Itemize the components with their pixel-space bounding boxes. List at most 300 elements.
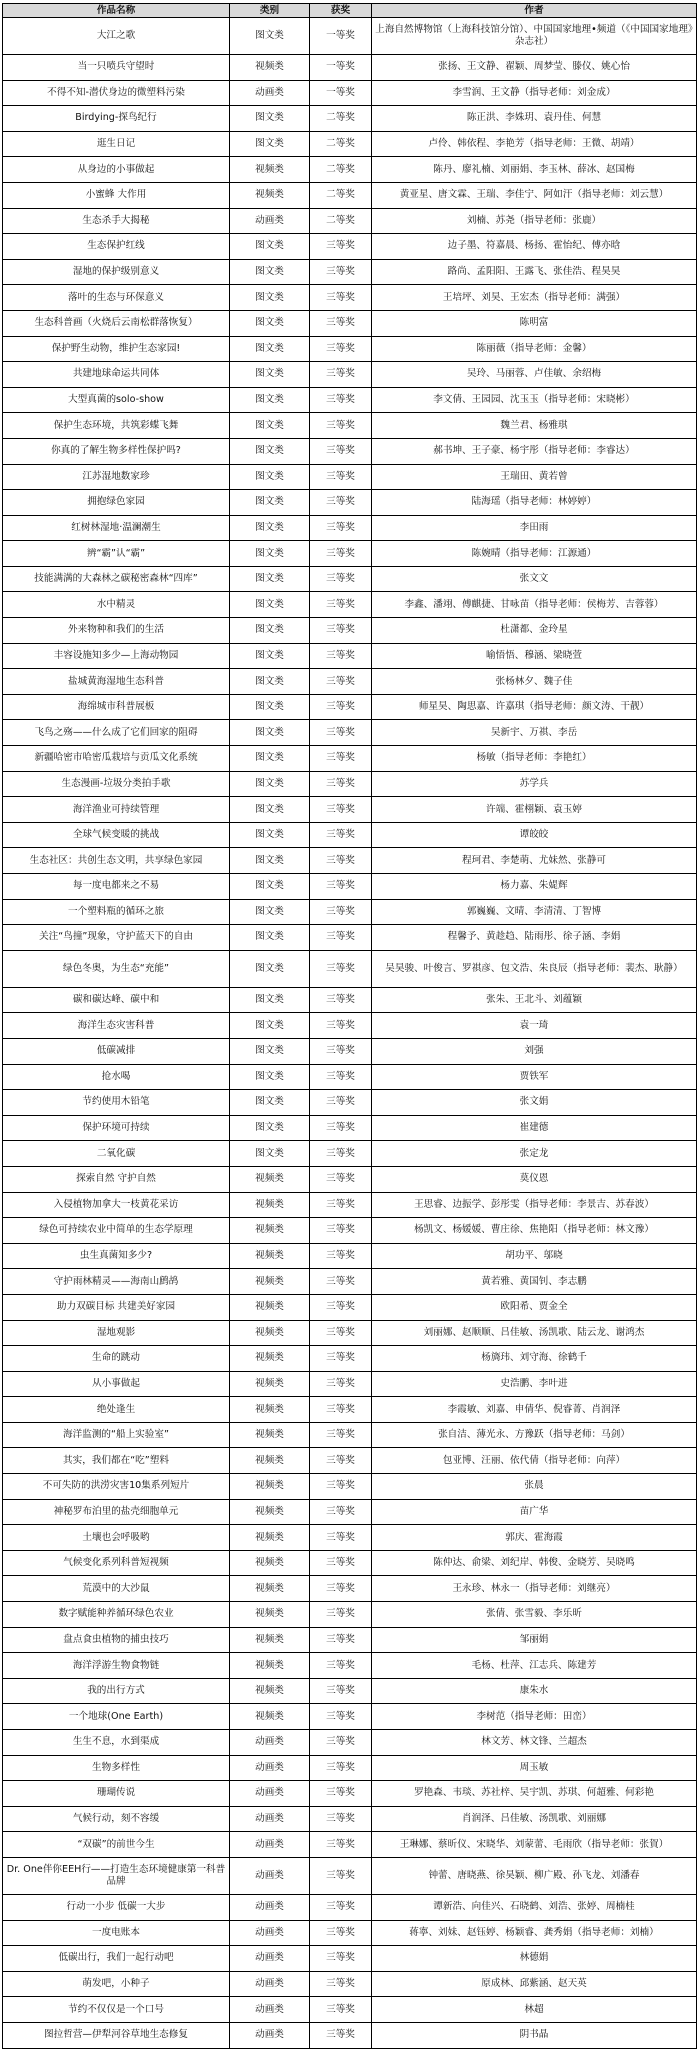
cell-category: 图文类 xyxy=(230,106,310,132)
cell-author: 程珂君、李楚萌、尤妹然、张静可 xyxy=(372,848,697,874)
cell-title: 大型真菌的solo-show xyxy=(3,387,230,413)
cell-category: 图文类 xyxy=(230,131,310,157)
cell-award: 三等奖 xyxy=(310,874,372,900)
table-row xyxy=(3,1602,697,1628)
cell-award: 二等奖 xyxy=(310,157,372,183)
cell-category: 视频类 xyxy=(230,1422,310,1448)
table-row xyxy=(3,362,697,388)
cell-category: 视频类 xyxy=(230,55,310,81)
cell-category: 视频类 xyxy=(230,1678,310,1704)
cell-category: 图文类 xyxy=(230,362,310,388)
cell-award: 三等奖 xyxy=(310,1243,372,1269)
cell-category: 动画类 xyxy=(230,2022,310,2048)
cell-title: 荒漠中的大沙鼠 xyxy=(3,1576,230,1602)
cell-title: 海洋生态灾害科普 xyxy=(3,1013,230,1039)
cell-award: 三等奖 xyxy=(310,746,372,772)
cell-title: 数字赋能种养循环绿色农业 xyxy=(3,1602,230,1628)
cell-title: 绿色可持续农业中简单的生态学原理 xyxy=(3,1218,230,1244)
table-row xyxy=(3,1920,697,1946)
table-row xyxy=(3,746,697,772)
cell-author: 郭巍巍、文晴、李清清、丁智博 xyxy=(372,899,697,925)
cell-award: 三等奖 xyxy=(310,925,372,951)
cell-author: 郝书坤、王子豪、杨宇彤（指导老师：李睿达） xyxy=(372,438,697,464)
cell-category: 图文类 xyxy=(230,234,310,260)
cell-category: 视频类 xyxy=(230,1627,310,1653)
cell-award: 三等奖 xyxy=(310,1346,372,1372)
cell-award: 三等奖 xyxy=(310,1422,372,1448)
table-row xyxy=(3,1064,697,1090)
cell-award: 三等奖 xyxy=(310,1832,372,1858)
cell-author: 张朱、王北斗、刘蕴颖 xyxy=(372,987,697,1013)
cell-author: 黄若雅、黄国钊、李志鹏 xyxy=(372,1269,697,1295)
cell-award: 三等奖 xyxy=(310,1971,372,1997)
cell-award: 三等奖 xyxy=(310,464,372,490)
cell-award: 三等奖 xyxy=(310,987,372,1013)
cell-title: 气候行动，刻不容缓 xyxy=(3,1806,230,1832)
table-row xyxy=(3,182,697,208)
table-row xyxy=(3,1038,697,1064)
cell-category: 图文类 xyxy=(230,669,310,695)
cell-award: 三等奖 xyxy=(310,1448,372,1474)
cell-category: 视频类 xyxy=(230,1550,310,1576)
cell-author: 毛杨、杜萍、江志兵、陈建芳 xyxy=(372,1653,697,1679)
cell-author: 李文倩、王园园、沈玉玉（指导老师：宋晓彬） xyxy=(372,387,697,413)
cell-category: 视频类 xyxy=(230,1192,310,1218)
cell-award: 三等奖 xyxy=(310,1269,372,1295)
cell-award: 三等奖 xyxy=(310,771,372,797)
cell-author: 蒋寧、刘妹、赵钰婷、杨颖睿、龚秀娟（指导老师：刘楠） xyxy=(372,1920,697,1946)
cell-category: 视频类 xyxy=(230,1243,310,1269)
table-row xyxy=(3,18,697,55)
cell-title: 丰容设施知多少—上海动物园 xyxy=(3,643,230,669)
cell-author: 陈正洪、李姝玥、袁丹佳、何慧 xyxy=(372,106,697,132)
awards-table xyxy=(2,3,697,2049)
cell-title: “双碳”的前世今生 xyxy=(3,1832,230,1858)
cell-category: 图文类 xyxy=(230,592,310,618)
cell-author: 陆海瑶（指导老师：林婷婷） xyxy=(372,490,697,516)
table-row xyxy=(3,1806,697,1832)
cell-author: 路尚、孟阳阳、王露飞、张佳浩、程昊昊 xyxy=(372,259,697,285)
cell-title: 保护野生动物，维护生态家园! xyxy=(3,336,230,362)
cell-award: 三等奖 xyxy=(310,1397,372,1423)
table-row xyxy=(3,1971,697,1997)
table-row xyxy=(3,822,697,848)
cell-award: 三等奖 xyxy=(310,1320,372,1346)
cell-title: 水中精灵 xyxy=(3,592,230,618)
cell-category: 视频类 xyxy=(230,1346,310,1372)
cell-category: 图文类 xyxy=(230,1115,310,1141)
cell-author: 袁一琦 xyxy=(372,1013,697,1039)
cell-category: 图文类 xyxy=(230,515,310,541)
cell-category: 视频类 xyxy=(230,1371,310,1397)
cell-category: 图文类 xyxy=(230,1013,310,1039)
table-row xyxy=(3,874,697,900)
table-header-row xyxy=(3,4,697,18)
cell-category: 动画类 xyxy=(230,1997,310,2023)
cell-category: 动画类 xyxy=(230,1920,310,1946)
table-row xyxy=(3,55,697,81)
cell-author: 阴书晶 xyxy=(372,2022,697,2048)
cell-author: 上海自然博物馆（上海科技馆分馆）、中国国家地理•频道（《中国国家地理》杂志社） xyxy=(372,18,697,55)
cell-title: 盐城黄海湿地生态科普 xyxy=(3,669,230,695)
cell-author: 包亚博、汪丽、依代倩（指导老师：向萍） xyxy=(372,1448,697,1474)
header-category: 类别 xyxy=(230,4,310,18)
cell-author: 王瑞田、黄若曾 xyxy=(372,464,697,490)
cell-category: 图文类 xyxy=(230,822,310,848)
cell-award: 一等奖 xyxy=(310,80,372,106)
table-row xyxy=(3,234,697,260)
cell-title: 湿地观影 xyxy=(3,1320,230,1346)
cell-award: 二等奖 xyxy=(310,182,372,208)
cell-award: 三等奖 xyxy=(310,797,372,823)
cell-author: 史浩鹏、李叶进 xyxy=(372,1371,697,1397)
cell-title: Dr. One伴你EEH行——打造生态环境健康第一科普品牌 xyxy=(3,1857,230,1894)
cell-title: 新疆哈密市哈密瓜栽培与贡瓜文化系统 xyxy=(3,746,230,772)
cell-author: 李田雨 xyxy=(372,515,697,541)
cell-category: 视频类 xyxy=(230,1448,310,1474)
cell-author: 欧阳希、贾金全 xyxy=(372,1294,697,1320)
cell-award: 三等奖 xyxy=(310,1013,372,1039)
cell-title: 海洋浮游生物食物链 xyxy=(3,1653,230,1679)
cell-award: 三等奖 xyxy=(310,1576,372,1602)
cell-title: 入侵植物加拿大一枝黄花采访 xyxy=(3,1192,230,1218)
cell-author: 原成林、邱紫涵、赵天英 xyxy=(372,1971,697,1997)
cell-author: 陈丹、廖礼楠、刘丽娟、李玉林、薛冰、赵国梅 xyxy=(372,157,697,183)
cell-author: 喻悟悟、穆涵、梁晓萱 xyxy=(372,643,697,669)
cell-title: 从身边的小事做起 xyxy=(3,157,230,183)
cell-title: 保护环境可持续 xyxy=(3,1115,230,1141)
table-row xyxy=(3,1550,697,1576)
cell-category: 图文类 xyxy=(230,310,310,336)
cell-author: 钟蕾、唐晓燕、徐昊颖、柳广殿、孙飞龙、刘潘春 xyxy=(372,1857,697,1894)
table-row xyxy=(3,1397,697,1423)
cell-author: 卢伶、韩依程、李艳芳（指导老师：王微、胡靖） xyxy=(372,131,697,157)
cell-title: 红树林湿地·温澜潮生 xyxy=(3,515,230,541)
cell-title: 当一只喷兵守望时 xyxy=(3,55,230,81)
cell-title: 低碳出行，我们一起行动吧 xyxy=(3,1946,230,1972)
cell-award: 三等奖 xyxy=(310,1627,372,1653)
table-row xyxy=(3,80,697,106)
table-row xyxy=(3,1704,697,1730)
table-body xyxy=(3,18,697,2049)
table-row xyxy=(3,131,697,157)
cell-category: 图文类 xyxy=(230,1064,310,1090)
cell-author: 杜潇都、金玲星 xyxy=(372,618,697,644)
cell-category: 视频类 xyxy=(230,1653,310,1679)
cell-award: 三等奖 xyxy=(310,336,372,362)
cell-category: 图文类 xyxy=(230,1090,310,1116)
table-row xyxy=(3,1997,697,2023)
table-row xyxy=(3,490,697,516)
table-row xyxy=(3,2022,697,2048)
cell-title: 碳和碳达峰、碳中和 xyxy=(3,987,230,1013)
cell-author: 许端、霍栩颖、袁玉婷 xyxy=(372,797,697,823)
cell-title: 你真的了解生物多样性保护吗? xyxy=(3,438,230,464)
cell-title: 珊瑚传说 xyxy=(3,1781,230,1807)
table-row xyxy=(3,1243,697,1269)
cell-award: 三等奖 xyxy=(310,1499,372,1525)
cell-award: 三等奖 xyxy=(310,1755,372,1781)
cell-category: 视频类 xyxy=(230,1294,310,1320)
cell-category: 视频类 xyxy=(230,1218,310,1244)
cell-author: 陈丽薇（指导老师：金馨） xyxy=(372,336,697,362)
cell-award: 三等奖 xyxy=(310,259,372,285)
cell-award: 三等奖 xyxy=(310,1192,372,1218)
table-row xyxy=(3,1832,697,1858)
cell-title: 生物多样性 xyxy=(3,1755,230,1781)
header-author: 作者 xyxy=(372,4,697,18)
cell-award: 三等奖 xyxy=(310,1704,372,1730)
cell-award: 三等奖 xyxy=(310,1997,372,2023)
cell-award: 三等奖 xyxy=(310,1166,372,1192)
cell-author: 胡功平、邬晓 xyxy=(372,1243,697,1269)
table-row xyxy=(3,1346,697,1372)
cell-award: 三等奖 xyxy=(310,1602,372,1628)
cell-author: 王培坪、刘昊、王宏杰（指导老师：满强） xyxy=(372,285,697,311)
cell-award: 三等奖 xyxy=(310,1525,372,1551)
cell-author: 李霞敏、刘嘉、申倩华、倪睿菁、肖润泽 xyxy=(372,1397,697,1423)
cell-award: 三等奖 xyxy=(310,1294,372,1320)
cell-category: 图文类 xyxy=(230,950,310,987)
cell-category: 视频类 xyxy=(230,1320,310,1346)
cell-author: 陈明富 xyxy=(372,310,697,336)
cell-title: 低碳减排 xyxy=(3,1038,230,1064)
cell-award: 三等奖 xyxy=(310,1781,372,1807)
cell-author: 张自洁、薄光永、方豫跃（指导老师：马剑） xyxy=(372,1422,697,1448)
cell-award: 三等奖 xyxy=(310,285,372,311)
cell-award: 三等奖 xyxy=(310,694,372,720)
table-row xyxy=(3,1525,697,1551)
cell-title: 助力双碳目标 共建美好家园 xyxy=(3,1294,230,1320)
cell-title: 生态保护红线 xyxy=(3,234,230,260)
table-row xyxy=(3,771,697,797)
cell-category: 视频类 xyxy=(230,1602,310,1628)
cell-award: 三等奖 xyxy=(310,515,372,541)
cell-title: 绿色冬奥，为生态“充能” xyxy=(3,950,230,987)
cell-title: 神秘罗布泊里的盐壳细胞单元 xyxy=(3,1499,230,1525)
cell-category: 图文类 xyxy=(230,413,310,439)
table-row xyxy=(3,1192,697,1218)
cell-title: 技能满满的大森林之碳秘密森林“四库” xyxy=(3,566,230,592)
table-row xyxy=(3,1946,697,1972)
cell-award: 三等奖 xyxy=(310,413,372,439)
cell-award: 三等奖 xyxy=(310,669,372,695)
cell-title: 海洋监测的“船上实验室” xyxy=(3,1422,230,1448)
header-title: 作品名称 xyxy=(3,4,230,18)
cell-category: 图文类 xyxy=(230,1038,310,1064)
cell-title: 一个塑料瓶的循环之旅 xyxy=(3,899,230,925)
cell-title: 每一度电都来之不易 xyxy=(3,874,230,900)
cell-title: 海绵城市科普展板 xyxy=(3,694,230,720)
table-row xyxy=(3,1422,697,1448)
table-row xyxy=(3,848,697,874)
cell-award: 三等奖 xyxy=(310,822,372,848)
cell-author: 杨旖玮、刘守海、徐鹤千 xyxy=(372,1346,697,1372)
cell-author: 康朱水 xyxy=(372,1678,697,1704)
table-row xyxy=(3,515,697,541)
cell-author: 刘强 xyxy=(372,1038,697,1064)
table-row xyxy=(3,464,697,490)
cell-author: 黄亚星、唐文霖、王瑞、李佳宁、阿如汗（指导老师：刘云慧） xyxy=(372,182,697,208)
cell-award: 一等奖 xyxy=(310,18,372,55)
cell-award: 三等奖 xyxy=(310,592,372,618)
cell-author: 李鑫、潘翊、傅麒捷、甘咏苗（指导老师：侯梅芳、吉蓉蓉） xyxy=(372,592,697,618)
cell-category: 动画类 xyxy=(230,1806,310,1832)
table-row xyxy=(3,1141,697,1167)
cell-category: 视频类 xyxy=(230,1397,310,1423)
cell-title: 二氧化碳 xyxy=(3,1141,230,1167)
table-row xyxy=(3,1218,697,1244)
cell-title: 不得不知-潜伏身边的微塑料污染 xyxy=(3,80,230,106)
table-row xyxy=(3,541,697,567)
cell-title: 生态科普画（火烧后云南松群落恢复） xyxy=(3,310,230,336)
cell-category: 图文类 xyxy=(230,464,310,490)
cell-author: 杨敏（指导老师：李艳红） xyxy=(372,746,697,772)
cell-title: 辨“霸”认“霸” xyxy=(3,541,230,567)
cell-title: 探索自然 守护自然 xyxy=(3,1166,230,1192)
cell-award: 三等奖 xyxy=(310,2022,372,2048)
cell-category: 图文类 xyxy=(230,541,310,567)
cell-author: 周玉敏 xyxy=(372,1755,697,1781)
cell-award: 三等奖 xyxy=(310,387,372,413)
cell-category: 图文类 xyxy=(230,643,310,669)
cell-title: 行动一小步 低碳一大步 xyxy=(3,1894,230,1920)
cell-title: 节约不仅仅是一个口号 xyxy=(3,1997,230,2023)
cell-author: 林德娟 xyxy=(372,1946,697,1972)
table-row xyxy=(3,336,697,362)
cell-award: 三等奖 xyxy=(310,234,372,260)
cell-title: 飞鸟之殇——什么成了它们回家的阻碍 xyxy=(3,720,230,746)
cell-category: 动画类 xyxy=(230,1971,310,1997)
cell-title: 守护雨林精灵——海南山鹧鸪 xyxy=(3,1269,230,1295)
cell-category: 图文类 xyxy=(230,771,310,797)
cell-award: 三等奖 xyxy=(310,950,372,987)
cell-award: 三等奖 xyxy=(310,643,372,669)
cell-title: 生态漫画-垃圾分类拍手歌 xyxy=(3,771,230,797)
cell-author: 陈仲达、俞梁、刘纪岸、韩俊、金晓芳、吴晓鸣 xyxy=(372,1550,697,1576)
cell-award: 三等奖 xyxy=(310,1550,372,1576)
table-row xyxy=(3,1090,697,1116)
header-award: 获奖 xyxy=(310,4,372,18)
table-row xyxy=(3,1166,697,1192)
cell-category: 动画类 xyxy=(230,208,310,234)
cell-category: 动画类 xyxy=(230,1781,310,1807)
table-row xyxy=(3,1730,697,1756)
cell-title: 绝处逢生 xyxy=(3,1397,230,1423)
cell-author: 吴昊骏、叶俊言、罗祺彦、包文浩、朱良辰（指导老师：裴杰、耿静） xyxy=(372,950,697,987)
table-row xyxy=(3,1371,697,1397)
cell-category: 视频类 xyxy=(230,1166,310,1192)
cell-award: 三等奖 xyxy=(310,1141,372,1167)
cell-author: 吴玲、马丽蓉、卢佳敏、余绍梅 xyxy=(372,362,697,388)
cell-title: 落叶的生态与环保意义 xyxy=(3,285,230,311)
table-row xyxy=(3,1678,697,1704)
cell-title: 一度电账本 xyxy=(3,1920,230,1946)
cell-award: 三等奖 xyxy=(310,848,372,874)
table-row xyxy=(3,1653,697,1679)
cell-title: 从小事做起 xyxy=(3,1371,230,1397)
cell-category: 图文类 xyxy=(230,746,310,772)
cell-title: 土壤也会呼吸哟 xyxy=(3,1525,230,1551)
table-row xyxy=(3,1499,697,1525)
cell-award: 三等奖 xyxy=(310,1857,372,1894)
table-row xyxy=(3,310,697,336)
cell-category: 图文类 xyxy=(230,566,310,592)
table-row xyxy=(3,1781,697,1807)
cell-category: 图文类 xyxy=(230,899,310,925)
cell-title: 节约使用木铅笔 xyxy=(3,1090,230,1116)
cell-award: 三等奖 xyxy=(310,1920,372,1946)
cell-author: 张倩、张雪毅、李乐昕 xyxy=(372,1602,697,1628)
table-row xyxy=(3,259,697,285)
cell-title: 共建地球命运共同体 xyxy=(3,362,230,388)
table-row xyxy=(3,1576,697,1602)
cell-author: 边子墨、符嘉晨、杨扬、霍怡纪、傅亦晗 xyxy=(372,234,697,260)
table-row xyxy=(3,387,697,413)
cell-title: 虫生真菌知多少? xyxy=(3,1243,230,1269)
cell-category: 动画类 xyxy=(230,1894,310,1920)
table-row xyxy=(3,1894,697,1920)
cell-award: 三等奖 xyxy=(310,1090,372,1116)
table-row xyxy=(3,1857,697,1894)
cell-author: 肖润泽、吕佳敏、汤凯歌、刘丽娜 xyxy=(372,1806,697,1832)
table-row xyxy=(3,950,697,987)
table-row xyxy=(3,1115,697,1141)
cell-category: 动画类 xyxy=(230,1832,310,1858)
cell-author: 郭庆、霍海霞 xyxy=(372,1525,697,1551)
cell-author: 苗广华 xyxy=(372,1499,697,1525)
table-row xyxy=(3,106,697,132)
cell-author: 苏学兵 xyxy=(372,771,697,797)
cell-award: 三等奖 xyxy=(310,541,372,567)
cell-author: 刘楠、苏尧（指导老师：张鹿） xyxy=(372,208,697,234)
cell-author: 李雪润、王文静（指导老师：刘金成） xyxy=(372,80,697,106)
cell-title: 大江之歌 xyxy=(3,18,230,55)
cell-category: 图文类 xyxy=(230,1141,310,1167)
cell-author: 张文文 xyxy=(372,566,697,592)
cell-title: 生命的跳动 xyxy=(3,1346,230,1372)
cell-category: 图文类 xyxy=(230,438,310,464)
table-row xyxy=(3,1448,697,1474)
table-row xyxy=(3,592,697,618)
cell-title: 图拉哲营—伊犁河谷草地生态修复 xyxy=(3,2022,230,2048)
cell-category: 图文类 xyxy=(230,387,310,413)
cell-award: 二等奖 xyxy=(310,131,372,157)
cell-author: 王思睿、边振学、彭彤雯（指导老师：李景吉、苏春波） xyxy=(372,1192,697,1218)
table-row xyxy=(3,899,697,925)
cell-author: 程馨予、黄趁趋、陆雨彤、徐子涵、李娟 xyxy=(372,925,697,951)
cell-author: 谭皎皎 xyxy=(372,822,697,848)
cell-title: 海洋渔业可持续管理 xyxy=(3,797,230,823)
cell-category: 图文类 xyxy=(230,694,310,720)
cell-title: 关注“鸟撞”现象，守护蓝天下的自由 xyxy=(3,925,230,951)
cell-title: 外来物种和我们的生活 xyxy=(3,618,230,644)
cell-award: 三等奖 xyxy=(310,362,372,388)
cell-award: 三等奖 xyxy=(310,1474,372,1500)
cell-award: 三等奖 xyxy=(310,490,372,516)
cell-category: 视频类 xyxy=(230,1525,310,1551)
cell-title: 抢水喝 xyxy=(3,1064,230,1090)
cell-author: 谭新浩、向佳兴、石晓鹤、刘浩、张婷、周楠桂 xyxy=(372,1894,697,1920)
cell-category: 动画类 xyxy=(230,1730,310,1756)
cell-author: 崔建德 xyxy=(372,1115,697,1141)
table-row xyxy=(3,987,697,1013)
cell-category: 图文类 xyxy=(230,490,310,516)
cell-award: 二等奖 xyxy=(310,208,372,234)
cell-category: 图文类 xyxy=(230,720,310,746)
table-row xyxy=(3,157,697,183)
cell-author: 吴新宇、万祺、李岳 xyxy=(372,720,697,746)
